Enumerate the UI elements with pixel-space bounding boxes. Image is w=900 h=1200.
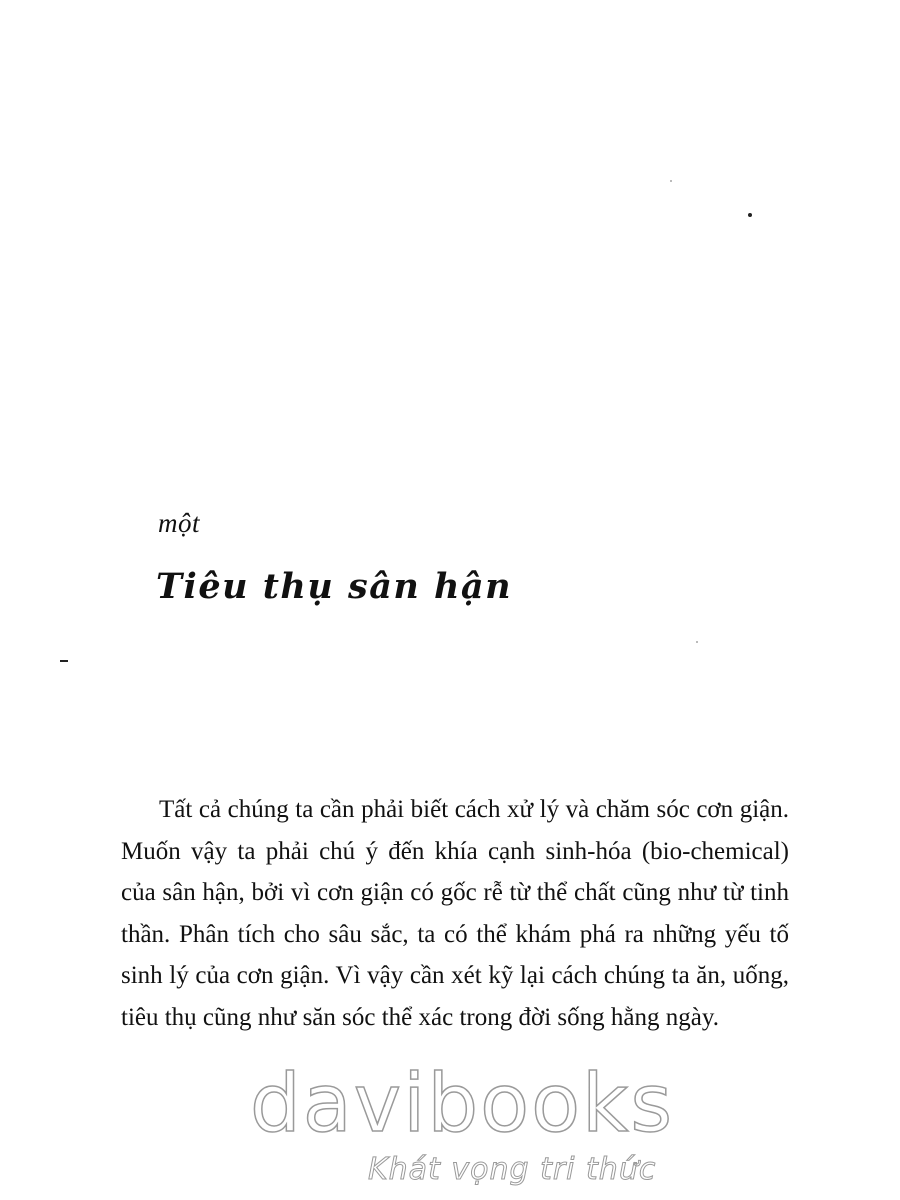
watermark-slogan: Khát vọng tri thức xyxy=(368,1152,657,1187)
chapter-title: Tiêu thụ sân hận xyxy=(156,566,513,607)
body-paragraph: Tất cả chúng ta cần phải biết cách xử lý và chăm sóc cơn giận. Muốn vậy ta phải chú ý đến khía cạnh sinh-hóa (bio-chemical) của sân hận, bởi vì cơn giận có gốc rễ từ thể chất cũng như từ tinh thần. Phân tích cho sâu sắc, ta có thể khám phá ra những yếu tố sinh lý của cơn giận. Vì vậy cần xét kỹ lại cách chúng ta ăn, uống, tiêu thụ cũng như săn sóc thể xác trong đời sống hằng ngày. xyxy=(121,796,789,1031)
print-speck xyxy=(696,641,698,643)
watermark-brand: davibooks xyxy=(250,1057,675,1150)
watermark xyxy=(250,1057,675,1187)
chapter-number: một xyxy=(158,508,200,538)
print-speck xyxy=(60,660,68,662)
print-speck xyxy=(670,180,672,182)
print-speck xyxy=(748,213,752,217)
